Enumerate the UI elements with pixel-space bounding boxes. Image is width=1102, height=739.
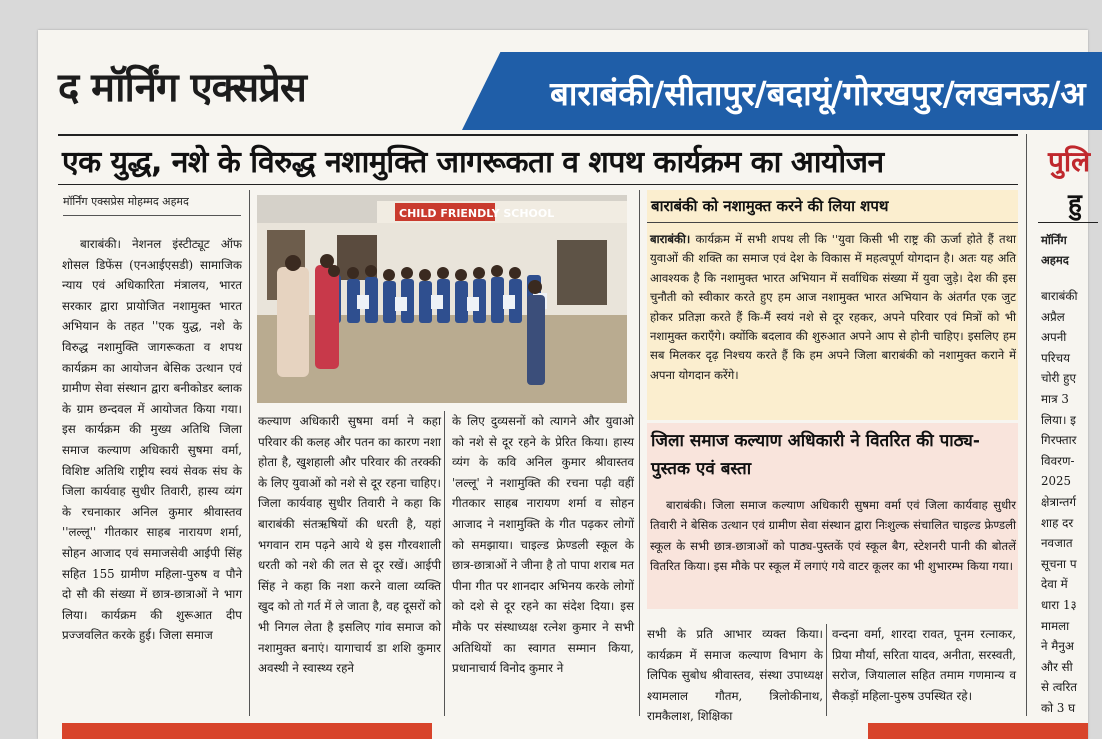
- pledge-box: [647, 190, 1018, 420]
- article-column-7: वन्दना वर्मा, शारदा रावत, पूनम रत्नाकर, प्रिया मौर्या, सरिता यादव, अनीता, सरस्वती, सरोज, जियालाल सहित तमाम गणमान्य व सैकड़ों महिला-पुरुष उपस्थित रहे।: [832, 627, 1016, 703]
- pledge-box-title: बाराबंकी को नशामुक्त करने की लिया शपथ: [651, 197, 889, 215]
- side-headline-2: हु: [1068, 189, 1082, 219]
- bottom-banner-right: [868, 723, 1088, 739]
- article-column-3: के लिए दुव्यसनों को त्यागने और युवाओ को नशे से दूर रहने के प्रेरित किया। हास्य व्यंग के कवि अनिल कुमार श्रीवास्तव 'लल्लू' ने नशामुक्ति की रचना पढ़ी वहीं गीतकार साहब नारायण शर्मा व सोहन आजाद ने नशामुक्ति के गीत पढ़कर लोगों को समझाया। चाइल्ड फ्रेण्डली स्कूल के छात्र-छात्राओं ने जीना है तो पापा शराब मत पीना गीत पर शानदार अभिनय करके लोगों को दशे से दूर रहने का संदेश दिया। इस मौके पर संस्थाध्यक्ष रत्नेश कुमार ने सभी अतिथियों का स्वागत सम्मान किया, प्रधानाचार्य विनोद कुमार ने: [452, 414, 634, 676]
- pledge-box-text: कार्यक्रम में सभी शपथ ली कि ''युवा किसी भी राष्ट्र की ऊर्जा होते हैं तथा युवाओं की शक्ति का समाज एवं देश के विकास में महत्वपूर्ण योगदान है। अतः यह अति आवश्यक है कि नशामुक्त भारत अभियान में सर्वाधिक संख्या में युवा जुड़े। देश की इस चुनौती को स्वीकार करते हुए हम आज नशामुक्त भारत अभियान के अंतर्गत एक जुट होकर प्रतिज्ञा करते हैं कि-मैं स्वयं नशे से दूर रहकर, अपने परिवार एवं मित्रों को भी नशामुक्त कराएँगे। क्योंकि बदलाव की शुरुआत अपने आप से होनी चाहिए। इसलिए हम सब मिलकर दृढ़ निश्चय करते हैं कि हम अपने जिला बाराबंकी को नशामुक्त कराने में अपना योगदान करेंगे।: [650, 232, 1016, 382]
- column-divider: [826, 624, 827, 716]
- distribution-box-text: बाराबंकी। जिला समाज कल्याण अधिकारी सुषमा वर्मा एवं जिला कार्यवाह सुधीर तिवारी ने बेसिक उत्थान एवं ग्रामीण सेवा संस्थान द्वारा निःशुल्क संचालित चाइल्ड फ्रेण्डली स्कूल के सभी छात्र-छात्राओं को पाठ्य-पुस्तकें एवं स्कूल बैग, स्टेशनरी पानी की बोतलें वितरित किया। इस मौके पर स्कूल में लगाएं गये वाटर कूलर का भी शुभारम्भ किया गया।: [650, 498, 1016, 574]
- pledge-box-body: [650, 230, 1016, 385]
- side-headline: पुलि: [1048, 145, 1091, 178]
- event-photo: [257, 195, 627, 403]
- article-column-1: बाराबंकी। नेशनल इंस्टीट्यूट ऑफ शोसल डिफेंस (एनआईएसडी) सामाजिक न्याय एवं अधिकारिता मंत्रालय, भारत सरकार द्वारा प्रायोजित नशामुक्त भारत अभियान के तहत ''एक युद्ध, नशे के विरुद्ध नशामुक्ति जागरूकता व शपथ कार्यक्रम का आयोजन बेसिक उत्थान एवं ग्रामीण सेवा संस्थान द्वारा बनीकोडर ब्लाक के ग्राम छन्दवल में आयोजत किया गया। इस कार्यक्रम की मुख्य अतिथि जिला समाज कल्याण अधिकारी सुषमा वर्मा, विशिष्ट अतिथि राष्ट्रीय स्वयं सेवक संघ के जिला कार्यवाह सुधीर तिवारी, हास्य व्यंग के रचनाकार अनिल कुमार श्रीवास्तव ''लल्लू'' गीतकार साहब नारायण शर्मा, सोहन आजाद एवं समाजसेवी आईपी सिंह सहित 155 ग्रामीण महिला-पुरुष व पौने दो सौ की संख्या में छात्र-छात्राओं ने भाग लिया। कार्यक्रम की शुरूआत दीप प्रज्जवलित करके हुई। जिला समाज: [62, 237, 242, 643]
- school-banner-text: CHILD FRIENDLY SCHOOL: [399, 207, 555, 220]
- bottom-banner-middle: [508, 723, 838, 739]
- masthead-title: द मॉर्निंग एक्सप्रेस: [58, 65, 306, 111]
- pledge-box-rule: [647, 222, 1018, 223]
- school-group-photo: [257, 195, 627, 403]
- column-divider: [639, 190, 640, 716]
- masthead-rule: [58, 134, 1018, 136]
- byline: मॉर्निंग एक्सप्रेस मोहम्मद अहमद: [63, 195, 189, 208]
- side-article-column: बाराबंकी अप्रैल अपनी परिचय चोरी हुए मात्र 3 लिया। इ गिरफ्तार विवरण- 2025 क्षेत्रान्तर्ग शाह दर नवजात सूचना प देवा में धारा 1३ मामला ने मैनुअ और सी से त्वरित को 3 घ: [1041, 289, 1078, 715]
- side-rule: [1038, 222, 1098, 223]
- byline-rule: [63, 215, 241, 216]
- cities-list: बाराबंकी/सीतापुर/बदायूं/गोरखपुर/लखनऊ/अ: [550, 74, 1086, 113]
- side-byline-1: मॉर्निंग: [1041, 233, 1067, 247]
- headline-rule: [58, 184, 1018, 185]
- side-byline: [1041, 230, 1091, 270]
- bottom-banner-left: [62, 723, 432, 739]
- column-divider: [1026, 134, 1027, 716]
- article-column-2: कल्याण अधिकारी सुषमा वर्मा ने कहा परिवार की कलह और पतन का कारण नशा होता है, खुशहाली और परिवार की तरक्की के लिए युवाओं को नशे से दूर रहना चाहिए। जिला कार्यवाह सुधीर तिवारी ने कहा कि बाराबंकी संतऋषियों की धरती है, यहां भगवान राम पढ़ने आये थे इस गौरवशाली धरती को नशे की लत से दूर रखें। आईपी सिंह ने कहा कि नशा करने वाला व्यक्ति खुद को तो गर्त में ले जाता है, वह दूसरों को भी निगल लेता है इसलिए गांव समाज को नशामुक्त बनाएं। यागाचार्य डा शशि कुमार अवस्थी ने स्वास्थ्य रहने: [258, 414, 441, 676]
- article-column-6: सभी के प्रति आभार व्यक्त किया। कार्यक्रम में समाज कल्याण विभाग के लिपिक सुबोध श्रीवास्तव, संस्था उपाध्यक्ष श्यामलाल गौतम, त्रिलोकीनाथ, रामकैलाश, शिक्षिका: [647, 627, 823, 724]
- side-byline-2: अहमद: [1041, 253, 1069, 267]
- column-divider: [444, 411, 445, 716]
- pledge-box-dateline: बाराबंकी।: [650, 232, 691, 246]
- newspaper-page: [38, 30, 1091, 739]
- column-divider: [249, 190, 250, 716]
- distribution-box: [647, 423, 1018, 609]
- main-headline: एक युद्ध, नशे के विरुद्ध नशामुक्ति जागरूकता व शपथ कार्यक्रम का आयोजन: [62, 145, 884, 180]
- distribution-box-title: जिला समाज कल्याण अधिकारी ने वितरित की पाठ्य-पुस्तक एवं बस्ता: [651, 431, 980, 479]
